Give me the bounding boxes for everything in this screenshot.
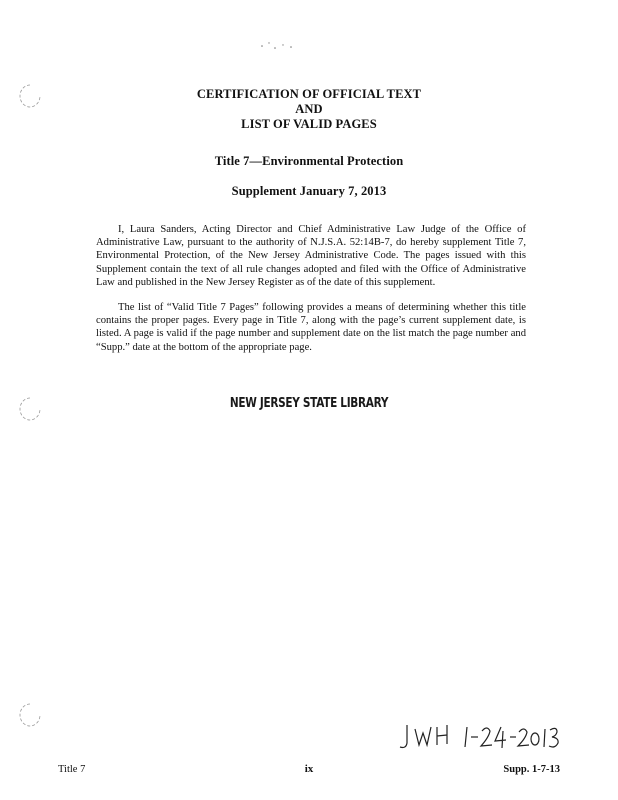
scan-speckle [258, 40, 298, 52]
certification-paragraph: I, Laura Sanders, Acting Director and Chief Administrative Law Judge of the Office of Administrative Law, pursuant to the authority of N.J.S.A. 52:14B-7, do hereby supplement Title 7, Environmental Protection, of the New Jersey Administrative Code. The pages issued with this Supplement contain the text of all rule changes adopted and filed with the Office of Administrative Law and published in the New Jersey Register as of the date of this supplement. [96, 224, 526, 288]
binder-hole-bottom [18, 702, 42, 728]
subtitle: Title 7—Environmental Protection [214, 154, 404, 168]
title-line-2: AND [295, 102, 323, 116]
supplement-date: Supplement January 7, 2013 [231, 184, 387, 198]
footer-supplement: Supp. 1-7-13 [503, 764, 560, 775]
handwritten-initials-date [395, 715, 565, 755]
title-line-1: CERTIFICATION OF OFFICIAL TEXT [196, 87, 422, 101]
library-stamp: NEW JERSEY STATE LIBRARY [229, 395, 389, 411]
valid-pages-paragraph: The list of “Valid Title 7 Pages” following provides a means of determining whether this title contains the proper pages. Every page in Title 7, along with the page’s current supplement date, is listed. A page is valid if the page number and supplement date on the list match the page number and “Supp.” date at the bottom of the appropriate page. [96, 302, 526, 353]
footer-page-number: ix [304, 763, 314, 775]
footer-title: Title 7 [58, 764, 86, 775]
title-line-3: LIST OF VALID PAGES [241, 117, 377, 131]
